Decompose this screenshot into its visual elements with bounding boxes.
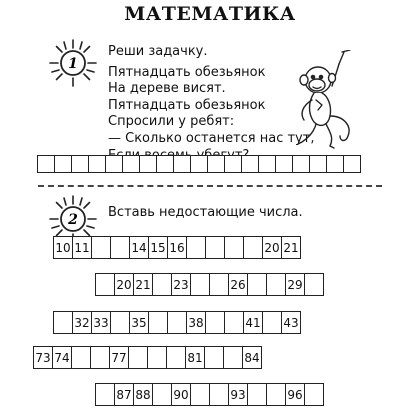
answer-cell[interactable] [88, 155, 106, 173]
number-cell: 33 [91, 311, 111, 334]
task2-instruction: Вставь недостающие числа. [108, 205, 303, 220]
number-cell: 15 [148, 236, 168, 259]
answer-cell[interactable] [37, 155, 55, 173]
number-cell: 21 [133, 273, 153, 296]
empty-number-cell[interactable] [167, 311, 187, 334]
answer-cell[interactable] [173, 155, 191, 173]
empty-number-cell[interactable] [205, 236, 225, 259]
empty-number-cell[interactable] [209, 273, 229, 296]
number-cell: 32 [72, 311, 92, 334]
empty-number-cell[interactable] [90, 346, 110, 369]
number-cell: 73 [33, 346, 53, 369]
number-row [54, 236, 301, 259]
empty-number-cell[interactable] [204, 346, 224, 369]
answer-cell[interactable] [156, 155, 174, 173]
number-cell: 11 [72, 236, 92, 259]
empty-number-cell[interactable] [166, 346, 186, 369]
number-cell: 35 [129, 311, 149, 334]
number-row [96, 383, 324, 406]
empty-number-cell[interactable] [128, 346, 148, 369]
empty-number-cell[interactable] [304, 273, 324, 296]
empty-number-cell[interactable] [91, 236, 111, 259]
answer-cell[interactable] [343, 155, 361, 173]
empty-number-cell[interactable] [266, 273, 286, 296]
task1-line: — Сколько останется нас тут, [108, 130, 315, 146]
task-number-sun-icon [46, 36, 100, 90]
task1-line: Реши задачку. [108, 44, 208, 59]
empty-number-cell[interactable] [110, 311, 130, 334]
task1-line: Спросили у ребят: [108, 114, 235, 130]
number-cell: 90 [171, 383, 191, 406]
empty-number-cell[interactable] [147, 346, 167, 369]
number-cell: 88 [133, 383, 153, 406]
number-cell: 93 [228, 383, 248, 406]
empty-number-cell[interactable] [243, 236, 263, 259]
number-cell: 84 [242, 346, 262, 369]
empty-number-cell[interactable] [266, 383, 286, 406]
answer-cells[interactable] [38, 155, 361, 173]
answer-cell[interactable] [292, 155, 310, 173]
number-cell: 26 [228, 273, 248, 296]
number-cell: 96 [285, 383, 305, 406]
empty-number-cell[interactable] [148, 311, 168, 334]
task-number: 2 [68, 212, 78, 228]
number-row [34, 346, 262, 369]
number-cell: 43 [281, 311, 301, 334]
empty-number-cell[interactable] [209, 383, 229, 406]
answer-cell[interactable] [139, 155, 157, 173]
empty-number-cell[interactable] [110, 236, 130, 259]
empty-number-cell[interactable] [247, 383, 267, 406]
empty-number-cell[interactable] [152, 273, 172, 296]
empty-number-cell[interactable] [247, 273, 267, 296]
task1-line: На дереве висят. [108, 81, 226, 97]
empty-number-cell[interactable] [224, 311, 244, 334]
empty-number-cell[interactable] [95, 383, 115, 406]
empty-number-cell[interactable] [190, 383, 210, 406]
number-cell: 77 [109, 346, 129, 369]
number-row [96, 273, 324, 296]
answer-cell[interactable] [54, 155, 72, 173]
number-cell: 16 [167, 236, 187, 259]
number-cell: 10 [53, 236, 73, 259]
empty-number-cell[interactable] [71, 346, 91, 369]
empty-number-cell[interactable] [223, 346, 243, 369]
task1-line: Пятнадцать обезьянок [108, 97, 266, 113]
number-cell: 81 [185, 346, 205, 369]
empty-number-cell[interactable] [205, 311, 225, 334]
answer-cell[interactable] [275, 155, 293, 173]
number-row [54, 311, 301, 334]
number-cell: 20 [262, 236, 282, 259]
answer-cell[interactable] [190, 155, 208, 173]
empty-number-cell[interactable] [53, 311, 73, 334]
number-cell: 23 [171, 273, 191, 296]
number-cell: 14 [129, 236, 149, 259]
number-cell: 29 [285, 273, 305, 296]
page-title: МАТЕМАТИКА [124, 3, 296, 25]
answer-cell[interactable] [309, 155, 327, 173]
section-divider [38, 185, 382, 187]
number-cell: 41 [243, 311, 263, 334]
empty-number-cell[interactable] [304, 383, 324, 406]
number-cell: 74 [52, 346, 72, 369]
empty-number-cell[interactable] [186, 236, 206, 259]
monkey-hanging-icon [292, 50, 370, 158]
answer-cell[interactable] [207, 155, 225, 173]
empty-number-cell[interactable] [95, 273, 115, 296]
empty-number-cell[interactable] [224, 236, 244, 259]
task1-text [108, 44, 314, 164]
number-cell: 20 [114, 273, 134, 296]
number-cell: 38 [186, 311, 206, 334]
answer-cell[interactable] [122, 155, 140, 173]
empty-number-cell[interactable] [190, 273, 210, 296]
answer-cell[interactable] [258, 155, 276, 173]
number-cell: 87 [114, 383, 134, 406]
number-cell: 21 [281, 236, 301, 259]
empty-number-cell[interactable] [262, 311, 282, 334]
answer-cell[interactable] [71, 155, 89, 173]
task1-line: Пятнадцать обезьянок [108, 64, 266, 80]
task-number: 1 [68, 56, 78, 72]
answer-cell[interactable] [105, 155, 123, 173]
answer-cell[interactable] [224, 155, 242, 173]
empty-number-cell[interactable] [152, 383, 172, 406]
answer-cell[interactable] [326, 155, 344, 173]
answer-cell[interactable] [241, 155, 259, 173]
